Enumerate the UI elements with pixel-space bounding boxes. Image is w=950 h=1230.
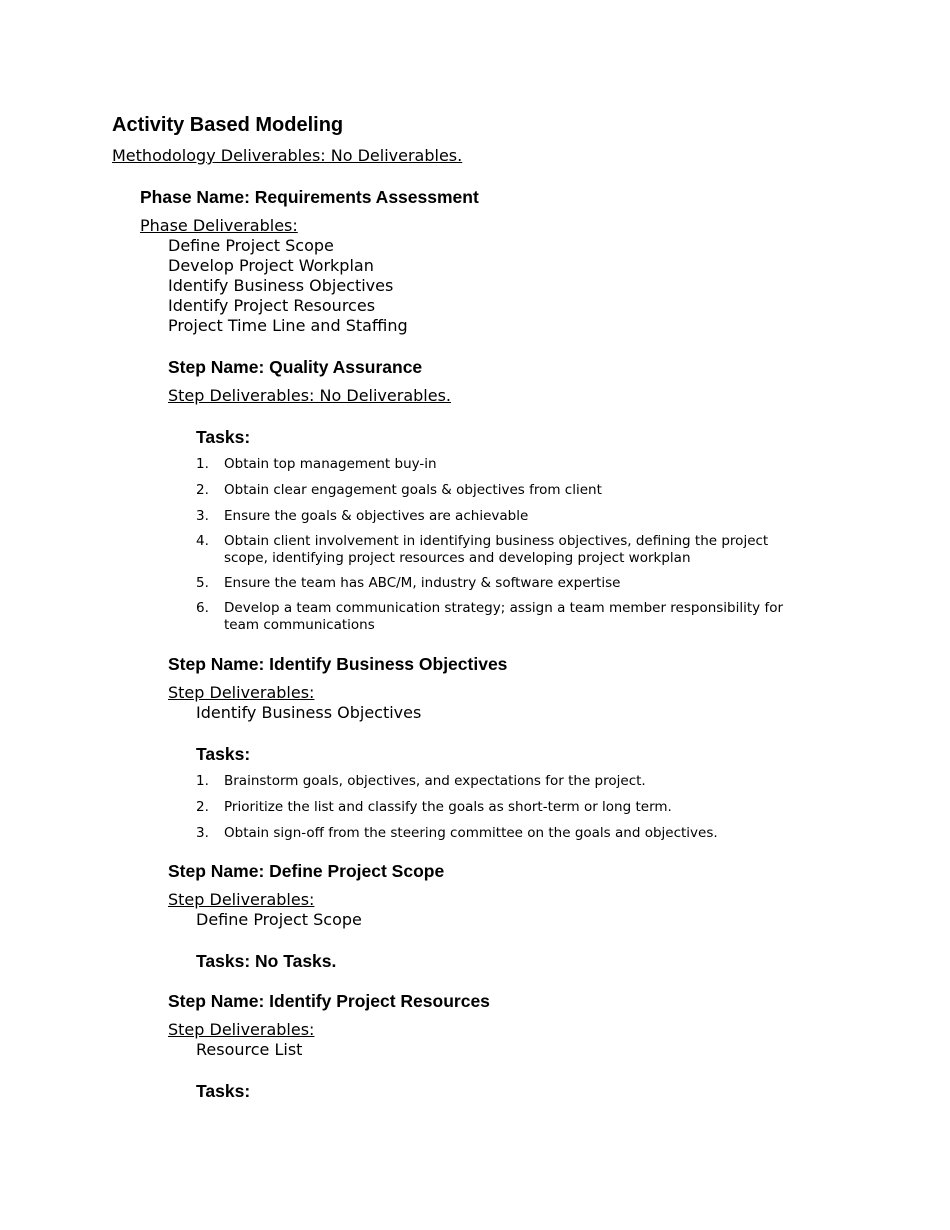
task-item: 1. Obtain top management buy-in <box>196 456 437 472</box>
phase-deliverables-label: Phase Deliverables: <box>140 216 298 235</box>
task-item: 2. Obtain clear engagement goals & objectives from client <box>196 482 602 498</box>
list-item: Define Project Scope <box>196 910 362 929</box>
list-item: Resource List <box>196 1040 303 1059</box>
step-name-quality-assurance: Step Name: Quality Assurance <box>168 357 423 377</box>
step-deliverables-list <box>196 1040 302 1060</box>
phase-deliverables-list <box>168 236 408 336</box>
task-item: 5. Ensure the team has ABC/M, industry & software expertise <box>196 575 621 591</box>
tasks-heading: Tasks: No Tasks. <box>196 951 337 971</box>
tasks-heading: Tasks: <box>196 1081 251 1101</box>
task-item: 6. Develop a team communication strategy; assign a team member responsibility for team communications <box>196 600 784 633</box>
tasks-heading: Tasks: <box>196 427 251 447</box>
step-deliverables-list <box>196 910 362 930</box>
step-deliverables-label: Step Deliverables: <box>168 1020 315 1039</box>
tasks-list <box>196 456 816 634</box>
step-deliverables-label: Step Deliverables: <box>168 890 315 909</box>
list-item: Identify Business Objectives <box>168 276 394 295</box>
step-deliverables-list <box>196 703 421 723</box>
list-item: Identify Business Objectives <box>196 703 422 722</box>
step-name-identify-project-resources: Step Name: Identify Project Resources <box>168 991 490 1011</box>
step-deliverables-label: Step Deliverables: No Deliverables. <box>168 386 451 405</box>
task-item: 3. Obtain sign-off from the steering committee on the goals and objectives. <box>196 825 718 841</box>
step-name-identify-business-objectives: Step Name: Identify Business Objectives <box>168 654 508 674</box>
step-deliverables-label: Step Deliverables: <box>168 683 315 702</box>
step-name-define-project-scope: Step Name: Define Project Scope <box>168 861 445 881</box>
tasks-heading: Tasks: <box>196 744 251 764</box>
task-item: 1. Brainstorm goals, objectives, and expectations for the project. <box>196 773 646 789</box>
list-item: Develop Project Workplan <box>168 256 374 275</box>
phase-name: Phase Name: Requirements Assessment <box>140 187 479 207</box>
methodology-deliverables: Methodology Deliverables: No Deliverables. <box>112 146 463 165</box>
list-item: Project Time Line and Staffing <box>168 316 408 335</box>
task-item: 4. Obtain client involvement in identifying business objectives, defining the project scope, identifying project resources and developing project workplan <box>196 533 769 566</box>
task-item: 2. Prioritize the list and classify the goals as short-term or long term. <box>196 799 672 815</box>
list-item: Define Project Scope <box>168 236 334 255</box>
tasks-list <box>196 773 816 845</box>
document-title: Activity Based Modeling <box>112 114 344 136</box>
list-item: Identify Project Resources <box>168 296 376 315</box>
task-item: 3. Ensure the goals & objectives are achievable <box>196 508 529 524</box>
